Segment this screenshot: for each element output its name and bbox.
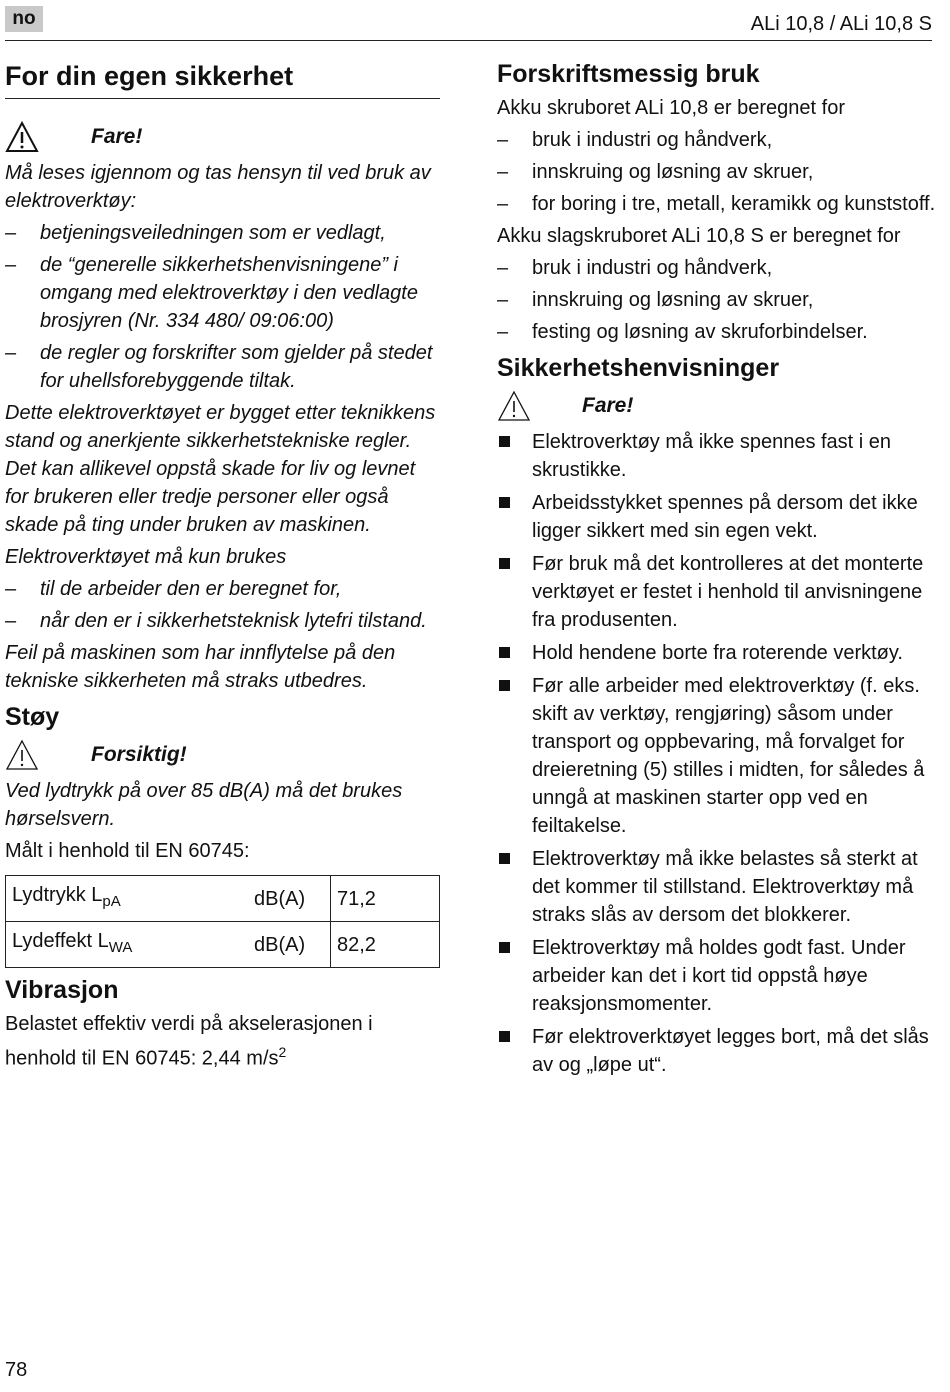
noise-text: Ved lydtrykk på over 85 dB(A) må det brukes hørselsvern.: [5, 780, 403, 830]
list-item: – de regler og forskrifter som gjelder på stedet for uhellsforebyggende tiltak.: [5, 339, 440, 395]
warning-triangle-icon: [5, 739, 39, 771]
table-row: [6, 922, 440, 968]
list-item: – innskruing og løsning av skruer,: [497, 158, 937, 186]
paragraph: Akku skruboret ALi 10,8 er beregnet for: [497, 97, 845, 119]
list-item: – når den er i sikkerhetsteknisk lytefri tilstand.: [5, 607, 440, 635]
list-item: – for boring i tre, metall, keramikk og kunststoff.: [497, 190, 937, 218]
paragraph: Feil på maskinen som har innflytelse på den tekniske sikkerheten må straks utbedres.: [5, 642, 396, 692]
safety-list: [497, 428, 937, 1079]
section-title-safety: For din egen sikkerhet: [5, 58, 440, 99]
noise-table: [5, 875, 440, 968]
required-reading-list: [5, 219, 440, 395]
right-column: [497, 58, 937, 1084]
square-bullet-icon: [499, 558, 510, 569]
square-bullet-icon: [499, 436, 510, 447]
table-cell-label: Lydeffekt $L_{WA}$: [6, 922, 249, 968]
section-title-vibration: Vibrasjon: [5, 976, 119, 1004]
list-item: – de “generelle sikkerhetshenvisningene” i omgang med elektroverktøy i den vedlagte brosjyren (Nr. 334 480/ 09:06:00): [5, 251, 440, 335]
list-item: Før alle arbeider med elektroverktøy (f. eks. skift av verktøy, rengjøring) såsom under transport og oppbevaring, må forvalget for dreieretning (5) stilles i midten, for således å unngå at maskinen starter opp ved en feiltakelse.: [497, 672, 937, 840]
list-item: Elektroverktøy må ikke spennes fast i en skrustikke.: [497, 428, 937, 484]
table-cell-label: Lydtrykk $L_{pA}$: [6, 876, 249, 922]
section-title-safety-notes: Sikkerhetshenvisninger: [497, 354, 780, 382]
list-item: – bruk i industri og håndverk,: [497, 254, 937, 282]
left-column: [5, 58, 440, 1077]
table-cell-value: 82,2: [331, 922, 440, 968]
warning-label: Forsiktig!: [91, 743, 187, 766]
language-tab: no: [5, 6, 43, 32]
page-number: 78: [5, 1359, 28, 1381]
warning-label: Fare!: [91, 125, 143, 148]
section-title-intended-use: Forskriftsmessig bruk: [497, 60, 760, 88]
warning-triangle-icon: [5, 121, 39, 153]
table-cell-unit: dB(A): [248, 922, 331, 968]
list-item: Arbeidsstykket spennes på dersom det ikke ligger sikkert med sin egen vekt.: [497, 489, 937, 545]
intended-use-list: [497, 126, 937, 218]
list-item: – bruk i industri og håndverk,: [497, 126, 937, 154]
intended-use-list: [497, 254, 937, 346]
list-item: – betjeningsveiledningen som er vedlagt,: [5, 219, 440, 247]
list-item: – festing og løsning av skruforbindelser.: [497, 318, 937, 346]
table-row: [6, 876, 440, 922]
list-item: Elektroverktøy må ikke belastes så sterkt at det kommer til stillstand. Elektroverktøy må straks slås av dersom det blokkerer.: [497, 845, 937, 929]
square-bullet-icon: [499, 853, 510, 864]
list-item: Før bruk må det kontrolleres at det monterte verktøyet er festet i henhold til anvisningene fra produsenten.: [497, 550, 937, 634]
table-cell-value: 71,2: [331, 876, 440, 922]
list-item: Hold hendene borte fra roterende verktøy.: [497, 639, 937, 667]
section-title-noise: Støy: [5, 703, 60, 731]
danger-warning: [497, 388, 937, 424]
warning-label: Fare!: [582, 394, 634, 417]
square-bullet-icon: [499, 647, 510, 658]
list-item: Før elektroverktøyet legges bort, må det slås av og „løpe ut“.: [497, 1023, 937, 1079]
square-bullet-icon: [499, 942, 510, 953]
measured-text: Målt i henhold til EN 60745:: [5, 840, 250, 862]
warning-triangle-icon: [497, 390, 531, 422]
intro-text: Må leses igjennom og tas hensyn til ved bruk av elektroverktøy:: [5, 162, 431, 212]
paragraph: Elektroverktøyet må kun brukes: [5, 546, 287, 568]
square-bullet-icon: [499, 1031, 510, 1042]
list-item: – innskruing og løsning av skruer,: [497, 286, 937, 314]
list-item: Elektroverktøy må holdes godt fast. Under arbeider kan det i kort tid oppstå høye reaksjonsmomenter.: [497, 934, 937, 1018]
square-bullet-icon: [499, 497, 510, 508]
paragraph: Akku slagskruboret ALi 10,8 S er beregnet for: [497, 225, 901, 247]
model-name: ALi 10,8 / ALi 10,8 S: [750, 13, 932, 35]
caution-warning: [5, 737, 440, 773]
danger-warning: [5, 119, 440, 155]
header-divider: [5, 40, 932, 41]
square-bullet-icon: [499, 680, 510, 691]
usage-conditions-list: [5, 575, 440, 635]
paragraph: Dette elektroverktøyet er bygget etter teknikkens stand og anerkjente sikkerhetstekniske regler. Det kan allikevel oppstå skade for liv og levnet for brukeren eller tredje personer eller også skade på ting under bruken av maskinen.: [5, 402, 436, 536]
table-cell-unit: dB(A): [248, 876, 331, 922]
vibration-text: Belastet effektiv verdi på akselerasjonen i henhold til EN 60745: 2,44 $m/s^2$: [5, 1013, 373, 1070]
list-item: – til de arbeider den er beregnet for,: [5, 575, 440, 603]
